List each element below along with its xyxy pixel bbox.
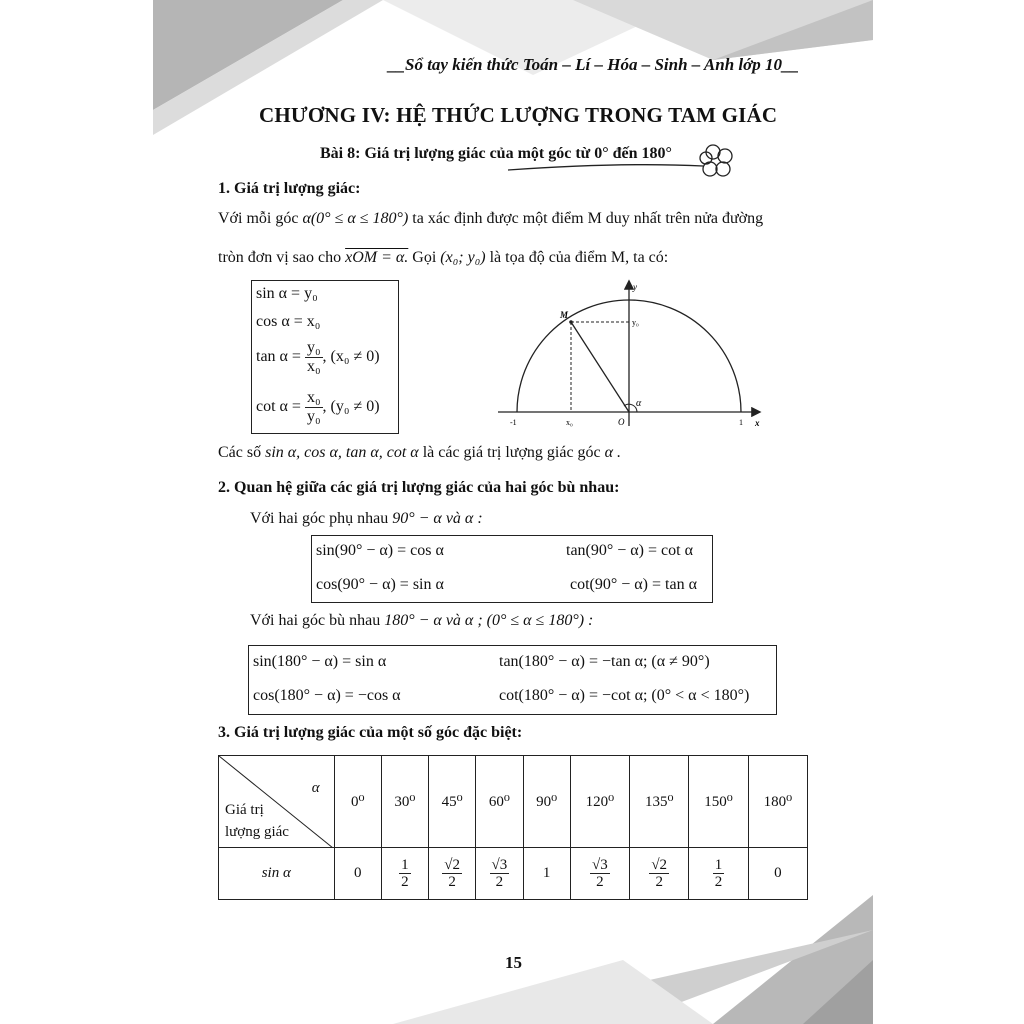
fraction-den: 2 xyxy=(596,874,604,890)
angle-header: 45⁰ xyxy=(429,756,476,848)
label-x0: x₀ xyxy=(566,418,573,427)
fraction-den: 2 xyxy=(448,874,456,890)
math-coordinate: (x₀; y₀) xyxy=(440,249,486,266)
math-span: 90° − α và α : xyxy=(392,510,483,527)
sin-value-cell xyxy=(630,848,689,900)
fraction-num: 1 xyxy=(714,856,723,873)
label-alpha: α xyxy=(636,398,642,409)
section-1-line-1 xyxy=(218,210,763,228)
text-span: Với mỗi góc xyxy=(218,210,299,227)
complementary-intro xyxy=(250,510,483,528)
deco-triangle xyxy=(393,960,713,1024)
fraction-num: y₀ xyxy=(306,339,321,356)
comp-cos-formula: cos(90° − α) = sin α xyxy=(316,576,444,593)
text-span: Với hai góc phụ nhau xyxy=(250,510,389,527)
angle-header: 120⁰ xyxy=(570,756,629,848)
text-span: , (x₀ ≠ 0) xyxy=(322,347,380,365)
text-span: , (y₀ ≠ 0) xyxy=(322,397,380,415)
section-3-heading: 3. Giá trị lượng giác của một số góc đặc biệt: xyxy=(218,724,523,741)
corner-label-2: lượng giác xyxy=(225,824,289,840)
angle-header: 180⁰ xyxy=(748,756,807,848)
math-alpha: α . xyxy=(604,444,622,461)
unit-semicircle-diagram xyxy=(493,278,768,433)
formula-tan xyxy=(256,339,380,375)
fraction-den: x₀ xyxy=(306,357,321,375)
label-y: y xyxy=(633,282,637,292)
label-m: M xyxy=(560,310,569,320)
label-y0: y₀ xyxy=(632,318,639,327)
special-angles-table xyxy=(218,755,808,900)
supplementary-intro xyxy=(250,612,593,630)
text-span: là tọa độ của điểm M, ta có: xyxy=(489,249,669,266)
section-1-heading: 1. Giá trị lượng giác: xyxy=(218,180,361,197)
text-span: cot α = xyxy=(256,397,301,415)
formula-sin: sin α = y₀ xyxy=(256,285,318,302)
angle-header: 135⁰ xyxy=(630,756,689,848)
sin-value-cell xyxy=(570,848,629,900)
fraction-den: 2 xyxy=(714,874,723,890)
fraction xyxy=(490,857,510,891)
comp-tan-formula: tan(90° − α) = cot α xyxy=(566,542,693,559)
sin-value-cell xyxy=(334,848,381,900)
angle-header: 30⁰ xyxy=(381,756,428,848)
fraction xyxy=(442,857,462,891)
book-header: __Sổ tay kiến thức Toán – Lí – Hóa – Sinh – Anh lớp 10__ xyxy=(388,55,800,74)
comp-cot-formula: cot(90° − α) = tan α xyxy=(570,576,697,593)
angle-header: 150⁰ xyxy=(689,756,748,848)
sin-label-cell xyxy=(219,848,335,900)
angle-header: 90⁰ xyxy=(523,756,570,848)
sin-row xyxy=(219,848,808,900)
fraction-num: √3 xyxy=(491,856,508,873)
radius-om xyxy=(571,322,629,412)
angle-row xyxy=(219,756,808,848)
label-x: x xyxy=(755,418,760,428)
math-angle: xOM = α. xyxy=(345,249,409,266)
formula-cot xyxy=(256,389,380,425)
fraction-den: 2 xyxy=(495,874,504,890)
formula-cos: cos α = x₀ xyxy=(256,313,321,330)
fraction-num: √3 xyxy=(592,856,608,873)
label-o: O xyxy=(618,417,625,427)
sin-value-cell xyxy=(476,848,523,900)
math-span: 180° − α và α ; (0° ≤ α ≤ 180°) : xyxy=(384,612,594,629)
angle-header: 0⁰ xyxy=(334,756,381,848)
label-1: 1 xyxy=(739,418,743,427)
text-span: tan α = xyxy=(256,347,301,365)
fraction xyxy=(305,339,323,375)
page-number: 15 xyxy=(505,953,522,972)
complementary-formula-box xyxy=(311,535,713,603)
fraction-num: 1 xyxy=(401,856,409,873)
fraction-den: y₀ xyxy=(306,407,321,425)
sin-value-cell xyxy=(689,848,748,900)
fraction-num: x₀ xyxy=(306,389,321,406)
text-span: Với hai góc bù nhau xyxy=(250,612,381,629)
section-1-line-2 xyxy=(218,249,668,267)
sin-value-cell xyxy=(429,848,476,900)
sin-value-cell xyxy=(523,848,570,900)
sin-label: sin α xyxy=(261,865,291,881)
fraction xyxy=(649,857,669,891)
supp-tan-formula: tan(180° − α) = −tan α; (α ≠ 90°) xyxy=(499,653,710,670)
text-span: tròn đơn vị sao cho xyxy=(218,249,342,266)
supp-cot-formula: cot(180° − α) = −cot α; (0° < α < 180°) xyxy=(499,687,750,704)
fraction-num: √2 xyxy=(444,856,461,873)
text-span: Các số xyxy=(218,444,262,461)
fraction xyxy=(590,857,610,891)
corner-cell xyxy=(219,756,335,848)
sin-value: 0 xyxy=(353,865,362,881)
section-1-summary xyxy=(218,444,621,462)
fraction-den: 2 xyxy=(655,874,663,890)
text-span: ta xác định được một điểm M duy nhất trên nửa đường xyxy=(412,210,764,227)
sin-value-cell xyxy=(381,848,428,900)
sin-value-cell xyxy=(748,848,807,900)
fraction-den: 2 xyxy=(401,874,409,890)
fraction-num: √2 xyxy=(651,856,668,873)
angle-header: 60⁰ xyxy=(476,756,523,848)
lesson-title: Bài 8: Giá trị lượng giác của một góc từ 0° đến 180° xyxy=(320,145,672,162)
sin-value: 1 xyxy=(542,865,551,881)
math-condition: α(0° ≤ α ≤ 180°) xyxy=(302,210,409,227)
header-title: Sổ tay kiến thức Toán – Lí – Hóa – Sinh – Anh lớp 10 xyxy=(405,55,783,74)
supp-cos-formula: cos(180° − α) = −cos α xyxy=(253,687,401,704)
flower-underline-icon xyxy=(503,142,748,182)
corner-alpha: α xyxy=(311,780,320,796)
text-span: Gọi xyxy=(412,249,437,266)
fraction xyxy=(305,389,323,425)
supplementary-formula-box xyxy=(248,645,777,715)
text-span: là các giá trị lượng giác góc xyxy=(422,444,601,461)
label-minus-1: -1 xyxy=(510,418,517,427)
supp-sin-formula: sin(180° − α) = sin α xyxy=(253,653,387,670)
math-values: sin α, cos α, tan α, cot α xyxy=(265,444,419,461)
fraction xyxy=(713,857,725,891)
book-page xyxy=(153,0,873,1024)
corner-label-1: Giá trị xyxy=(225,802,264,818)
section-2-heading: 2. Quan hệ giữa các giá trị lượng giác của hai góc bù nhau: xyxy=(218,479,620,496)
fraction xyxy=(399,857,411,891)
point-m xyxy=(569,320,573,324)
definition-formula-box xyxy=(251,280,399,434)
comp-sin-formula: sin(90° − α) = cos α xyxy=(316,542,444,559)
sin-value: 0 xyxy=(774,865,782,881)
chapter-title: CHƯƠNG IV: HỆ THỨC LƯỢNG TRONG TAM GIÁC xyxy=(259,103,778,127)
